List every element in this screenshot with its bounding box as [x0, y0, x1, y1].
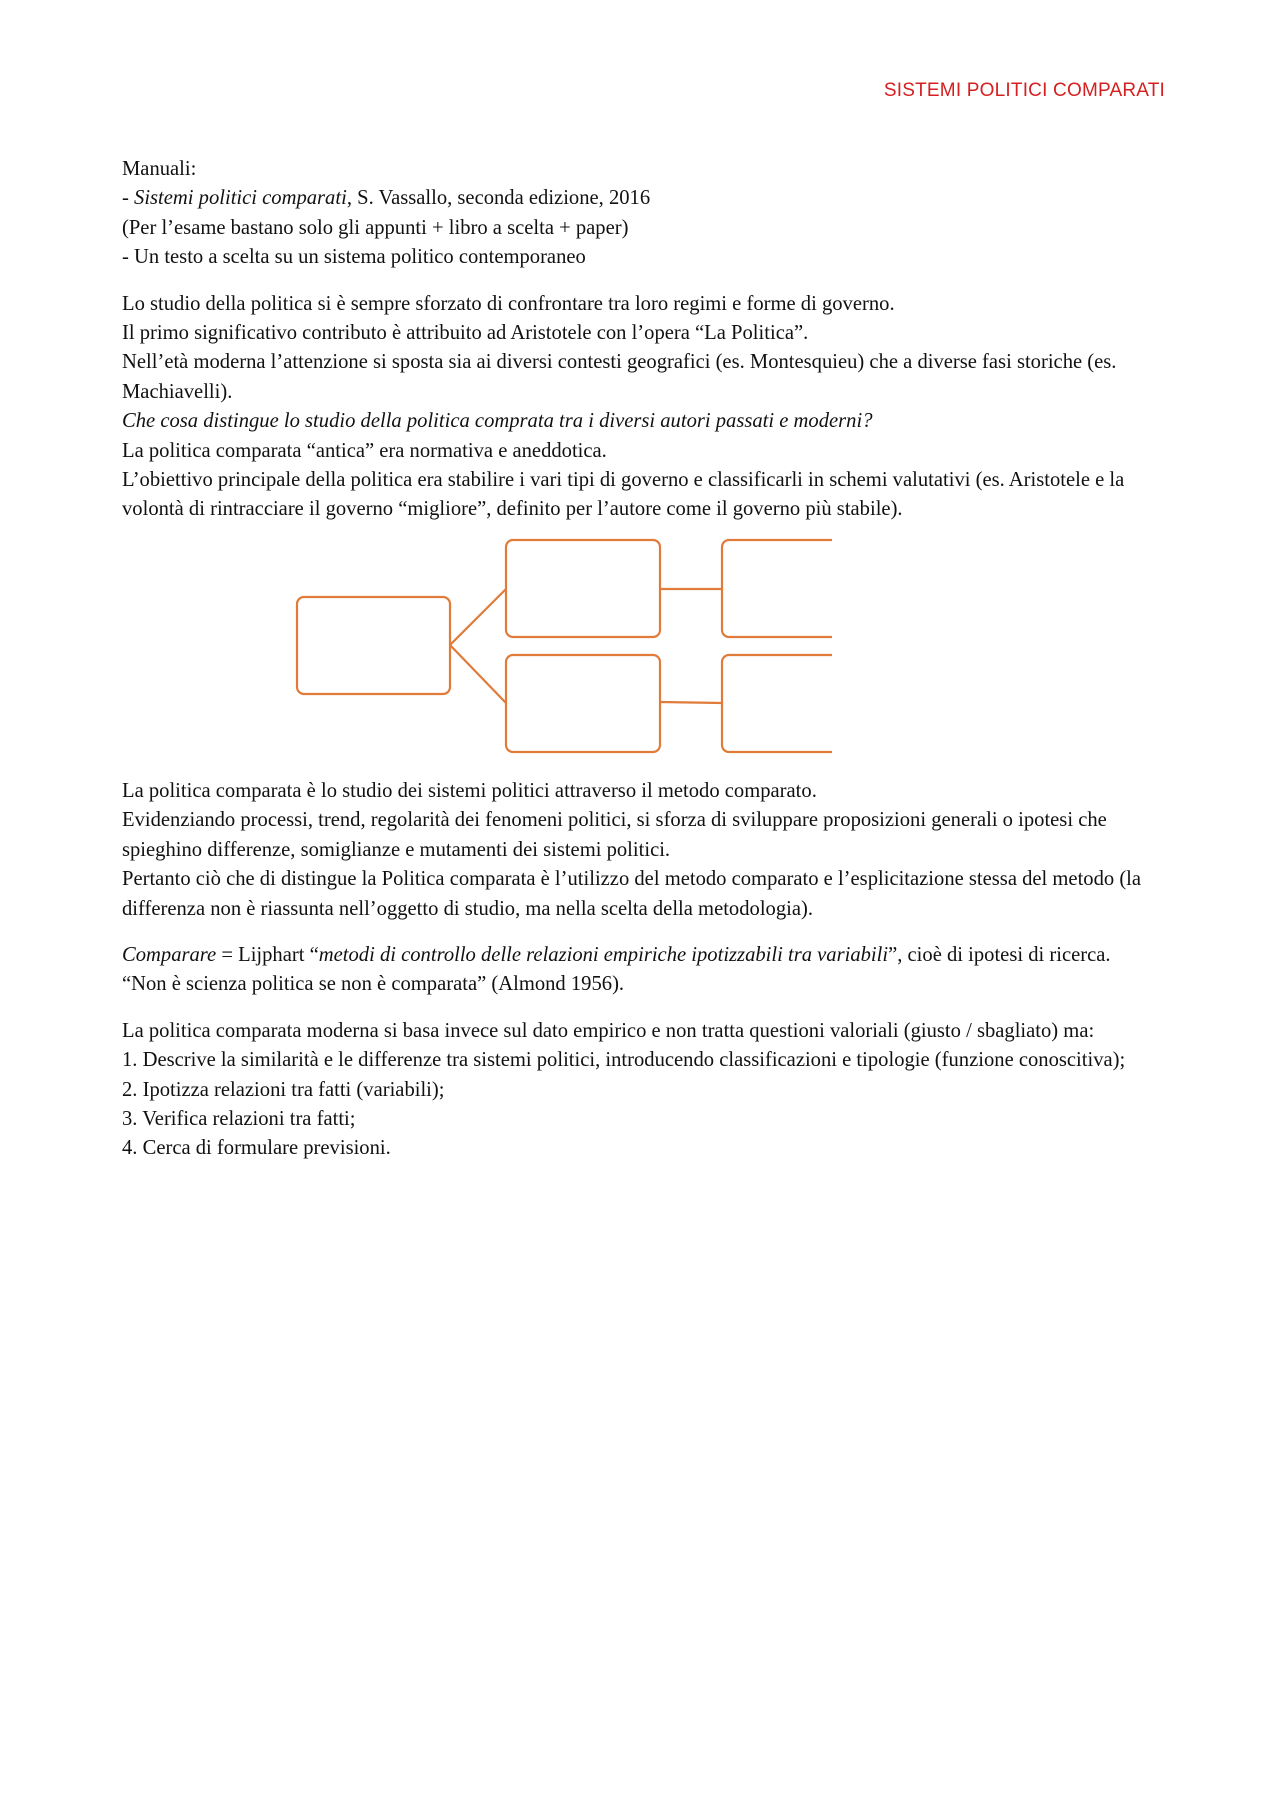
intro-section [122, 290, 1172, 525]
upper-right-box [722, 540, 832, 637]
intro-paragraph-3: Nell’età moderna l’attenzione si sposta sia ai diversi contesti geografici (es. Montesquieu) che a diverse fasi storiche (es. Machiavelli). [122, 351, 1117, 403]
exam-note: (Per l’esame bastano solo gli appunti + libro a scelta + paper) [122, 216, 629, 239]
list-item: 2. Ipotizza relazioni tra fatti (variabili); [122, 1078, 445, 1101]
intro-paragraph-1: Lo studio della politica si è sempre sforzato di confrontare tra loro regimi e forme di governo. [122, 292, 895, 315]
lower-right-box [722, 655, 832, 752]
compare-quote: metodi di controllo delle relazioni empiriche ipotizzabili tra variabili [318, 943, 889, 966]
choice-text: - Un testo a scelta su un sistema politico contemporaneo [122, 246, 586, 269]
compare-end: ”, cioè di ipotesi di ricerca. [888, 943, 1111, 966]
intro-paragraph-4: La politica comparata “antica” era normativa e aneddotica. [122, 439, 607, 462]
intro-paragraph-5: L’obiettivo principale della politica era stabilire i vari tipi di governo e classificarli in schemi valutativi (es. Aristotele e la volontà di rintracciare il governo “migliore”, definito per l’autore come il governo più stabile). [122, 469, 1125, 521]
upper-left-box [506, 540, 660, 637]
definition-paragraph-1: La politica comparata è lo studio dei sistemi politici attraverso il metodo comparato. [122, 779, 817, 802]
document-body [122, 155, 1172, 1164]
list-item: 4. Cerca di formulare previsioni. [122, 1137, 391, 1160]
manuals-section [122, 155, 1172, 273]
list-item: 1. Descrive la similarità e le differenze tra sistemi politici, introducendo classificazioni e tipologie (funzione conoscitiva); [122, 1049, 1126, 1072]
book-title: Sistemi politici comparati [134, 187, 347, 210]
compare-term: Comparare [122, 943, 217, 966]
intro-question: Che cosa distingue lo studio della politica comprata tra i diversi autori passati e moderni? [122, 410, 873, 433]
intro-paragraph-2: Il primo significativo contributo è attribuito ad Aristotele con l’opera “La Politica”. [122, 322, 809, 345]
compare-definition [122, 941, 1172, 970]
list-item: 3. Verifica relazioni tra fatti; [122, 1107, 356, 1130]
classification-diagram [122, 525, 1172, 777]
connector-root-lower [450, 645, 506, 703]
connector-lower-pair [660, 702, 722, 703]
compare-section [122, 941, 1172, 1000]
definition-section [122, 777, 1172, 924]
lower-left-box [506, 655, 660, 752]
manuals-book-line [122, 184, 1172, 213]
almond-quote: “Non è scienza politica se non è comparata” (Almond 1956). [122, 973, 625, 996]
page-header-title: SISTEMI POLITICI COMPARATI [883, 80, 1165, 101]
definition-paragraph-2: Evidenziando processi, trend, regolarità dei fenomeni politici, si sforza di sviluppare proposizioni generali o ipotesi che spieghino differenze, somiglianze e mutamenti dei sistemi politici. [122, 809, 1107, 861]
root-box [297, 597, 450, 694]
diagram-svg [292, 535, 832, 765]
modern-section [122, 1017, 1172, 1164]
compare-mid: = Lijphart “ [216, 943, 319, 966]
book-prefix: - [122, 187, 135, 210]
connector-root-upper [450, 589, 506, 645]
book-details: , S. Vassallo, seconda edizione, 2016 [346, 187, 651, 210]
modern-intro: La politica comparata moderna si basa invece sul dato empirico e non tratta questioni valoriali (giusto / sbagliato) ma: [122, 1019, 1095, 1042]
manuals-heading: Manuali: [122, 158, 197, 180]
definition-paragraph-3: Pertanto ciò che di distingue la Politica comparata è l’utilizzo del metodo comparato e l’esplicitazione stessa del metodo (la differenza non è riassunta nell’oggetto di studio, ma nella scelta della metodologia). [122, 868, 1142, 920]
